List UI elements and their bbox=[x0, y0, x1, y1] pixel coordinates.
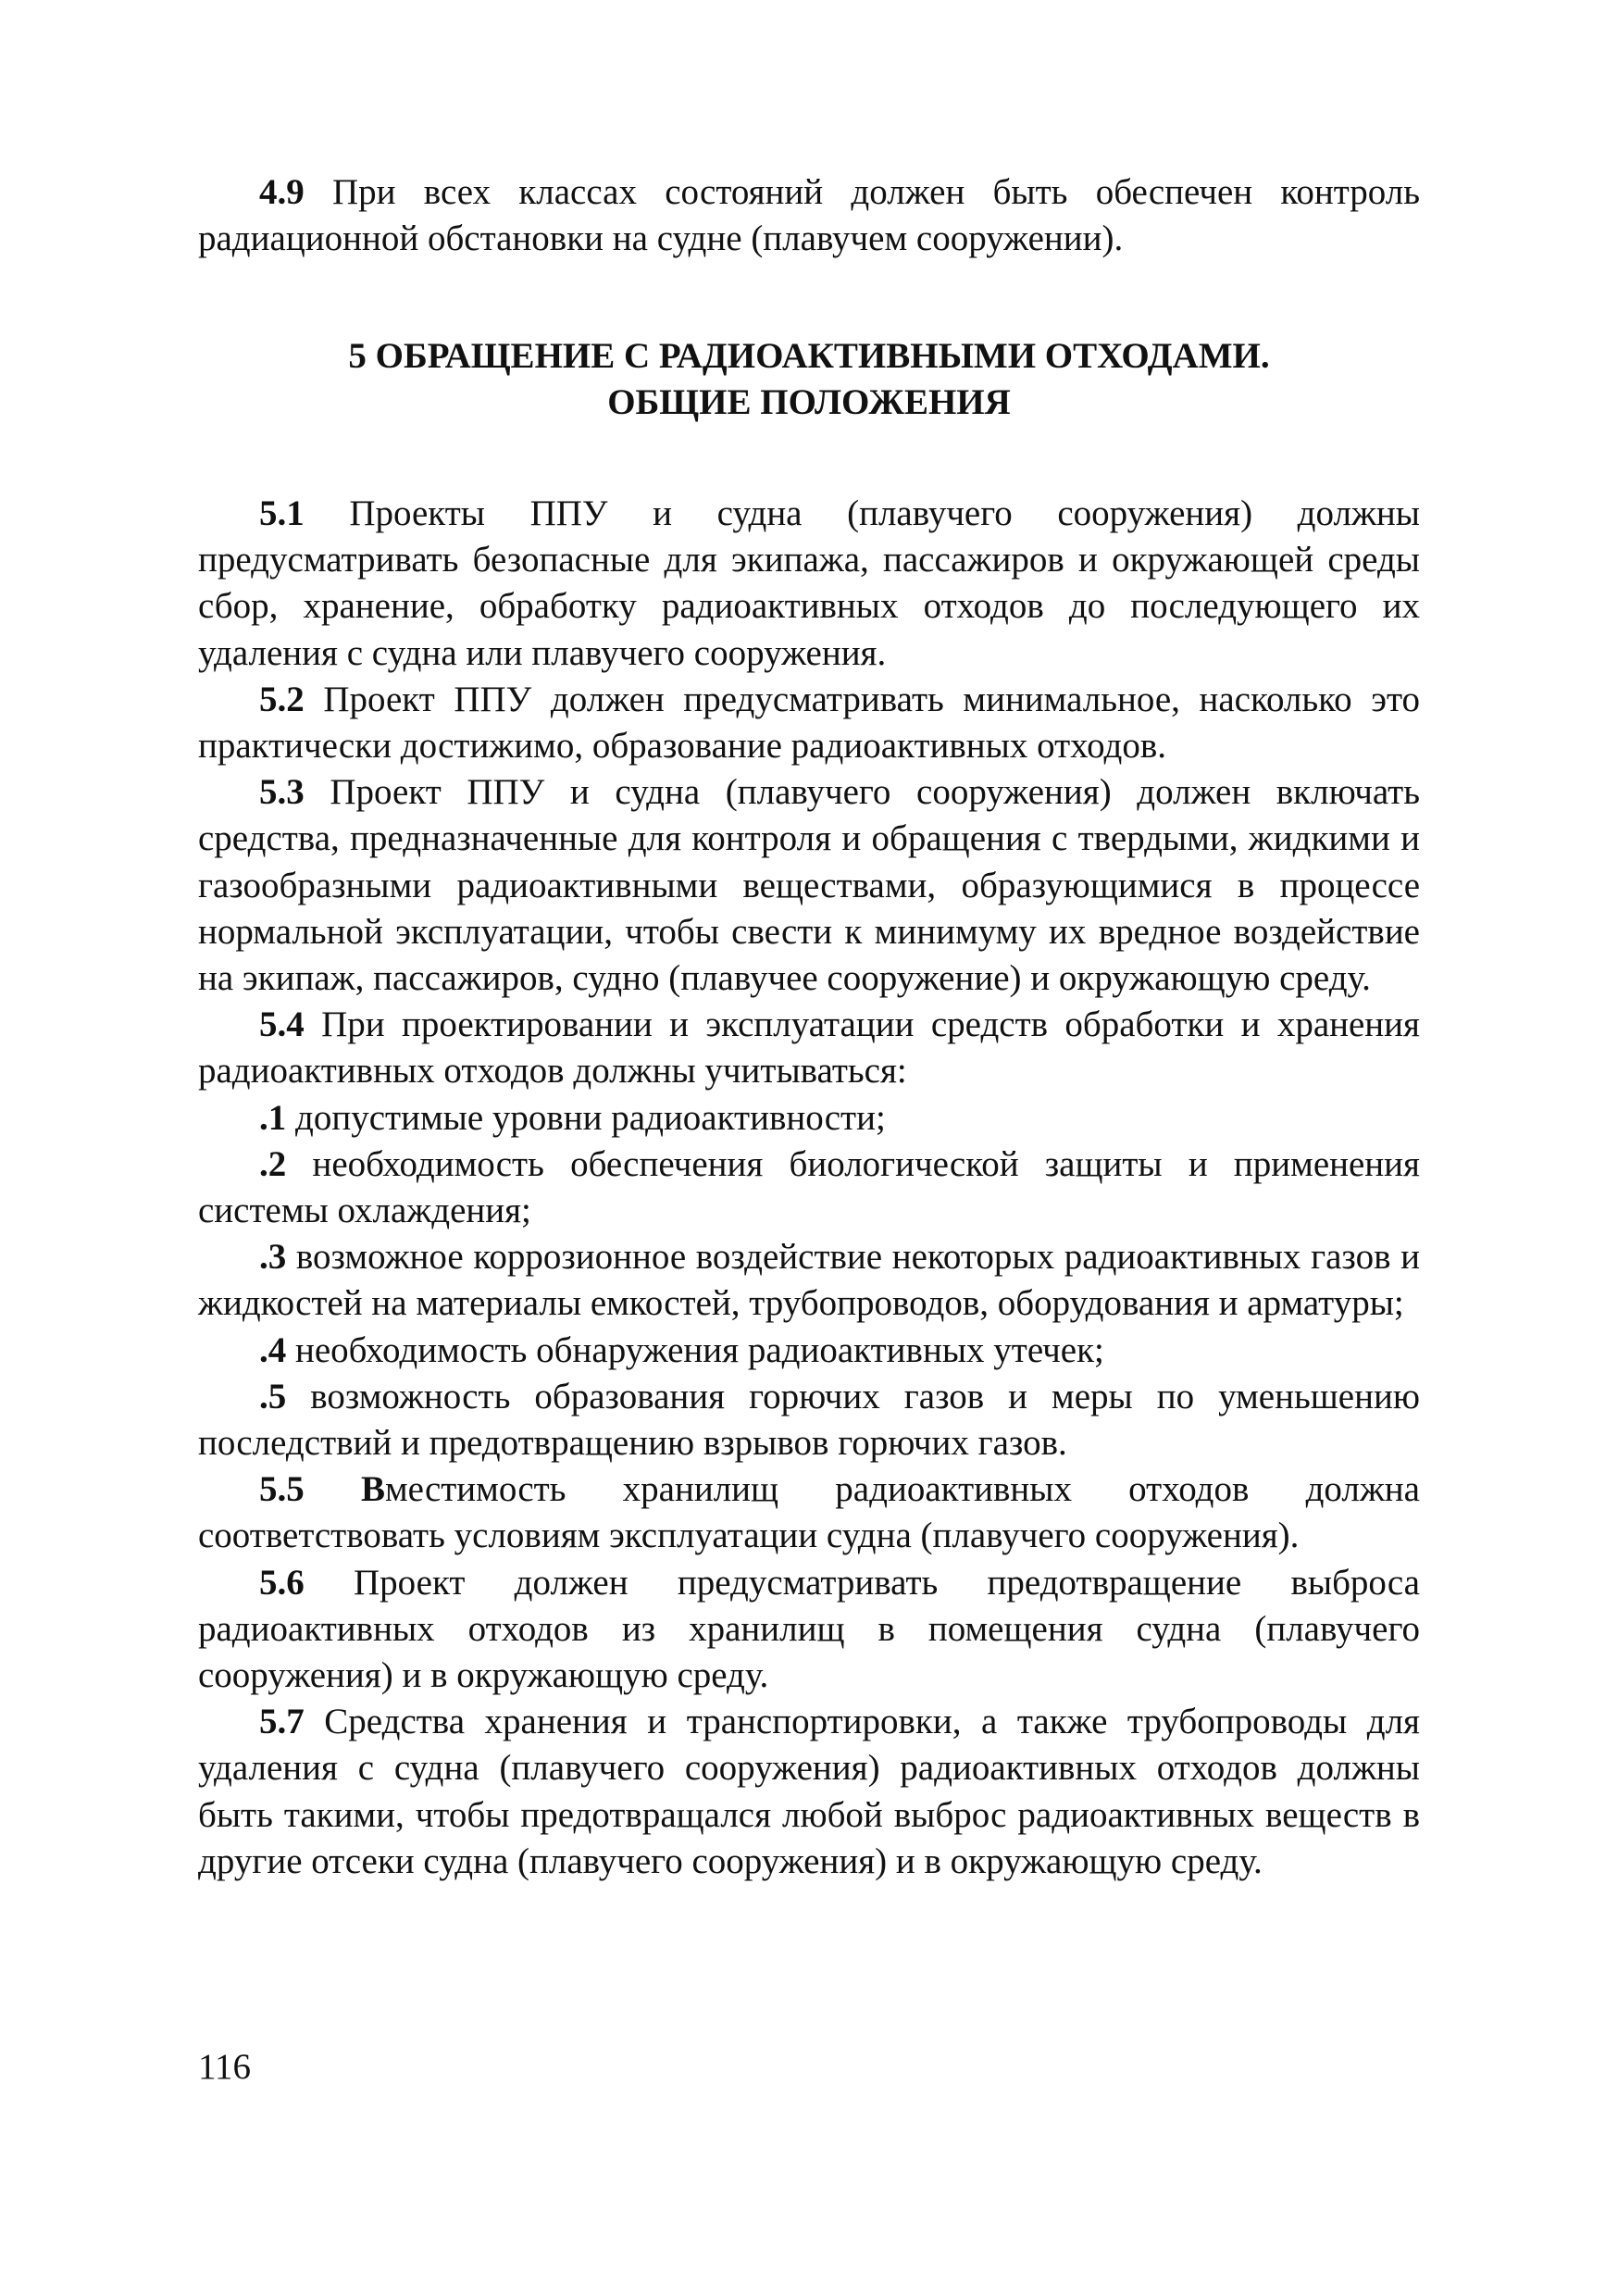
list-item-4 bbox=[198, 1328, 1420, 1374]
list-item-number: .1 bbox=[259, 1097, 287, 1138]
paragraph-number: 4.9 bbox=[259, 172, 305, 212]
section-5-body bbox=[198, 491, 1420, 1885]
section-heading-line-2: ОБЩИЕ ПОЛОЖЕНИЯ bbox=[607, 382, 1011, 422]
list-item-text: допустимые уровни радиоактивности; bbox=[286, 1097, 886, 1138]
page-number: 116 bbox=[198, 2047, 252, 2087]
paragraph-number: 5.2 bbox=[259, 679, 305, 719]
paragraph-5-1 bbox=[198, 491, 1420, 677]
paragraph-text: Проект ППУ должен предусматривать минимальное, насколько это практически достижимо, образование радиоактивных отходов. bbox=[198, 679, 1420, 767]
list-item-text: возможное коррозионное воздействие некоторых радиоактивных газов и жидкостей на материалы емкостей, трубопроводов, оборудования и арматуры; bbox=[198, 1237, 1420, 1324]
paragraph-text: При всех классах состояний должен быть обеспечен контроль радиационной обстановки на судне (плавучем сооружении). bbox=[198, 172, 1420, 259]
paragraph-5-2 bbox=[198, 677, 1420, 769]
paragraph-5-3 bbox=[198, 769, 1420, 1002]
paragraph-5-7 bbox=[198, 1699, 1420, 1885]
section-heading-line-1: 5 ОБРАЩЕНИЕ С РАДИОАКТИВНЫМИ ОТХОДАМИ. bbox=[348, 336, 1270, 376]
list-item-text: возможность образования горючих газов и меры по уменьшению последствий и предотвращению взрывов горючих газов. bbox=[198, 1376, 1420, 1464]
section-4-continuation bbox=[198, 169, 1420, 262]
paragraph-text: Проекты ППУ и судна (плавучего сооружения) должны предусматривать безопасные для экипажа, пассажиров и окружающей среды сбор, хранение, обработку радиоактивных отходов до последующего их удаления с судна или плавучего сооружения. bbox=[198, 493, 1420, 673]
paragraph-5-4 bbox=[198, 1002, 1420, 1094]
list-item-number: .5 bbox=[259, 1376, 287, 1416]
list-item-5 bbox=[198, 1374, 1420, 1466]
list-item-number: .3 bbox=[259, 1237, 287, 1278]
paragraph-text: местимость хранилищ радиоактивных отходов должна соответствовать условиям эксплуатации судна (плавучего сооружения). bbox=[198, 1469, 1420, 1556]
paragraph-5-6 bbox=[198, 1560, 1420, 1700]
section-heading bbox=[198, 333, 1420, 426]
paragraph-text: Проект должен предусматривать предотвращение выброса радиоактивных отходов из хранилищ в помещения судна (плавучего сооружения) и в окружающую среду. bbox=[198, 1562, 1420, 1696]
paragraph-number: 5.1 bbox=[259, 493, 305, 533]
paragraph-number: 5.4 bbox=[259, 1004, 305, 1045]
paragraph-text: Проект ППУ и судна (плавучего сооружения) должен включать средства, предназначенные для контроля и обращения с твердыми, жидкими и газообразными радиоактивными веществами, образующимися в процессе нормальной эксплуатации, чтобы свести к минимуму их вредное воздействие на экипаж, пассажиров, судно (плавучее сооружение) и окружающую среду. bbox=[198, 772, 1420, 999]
list-item-1 bbox=[198, 1095, 1420, 1142]
paragraph-number: 5.6 bbox=[259, 1562, 305, 1603]
paragraph-number: 5.5 В bbox=[259, 1469, 385, 1510]
list-item-number: .2 bbox=[259, 1143, 287, 1184]
paragraph-5-5 bbox=[198, 1466, 1420, 1559]
paragraph-number: 5.7 bbox=[259, 1702, 305, 1742]
list-item-2 bbox=[198, 1142, 1420, 1234]
paragraph-4-9 bbox=[198, 169, 1420, 262]
paragraph-text: Средства хранения и транспортировки, а также трубопроводы для удаления с судна (плавучего сооружения) радиоактивных отходов должны быть такими, чтобы предотвращался любой выброс радиоактивных веществ в другие отсеки судна (плавучего сооружения) и в окружающую среду. bbox=[198, 1702, 1420, 1881]
paragraph-number: 5.3 bbox=[259, 772, 305, 813]
list-item-number: .4 bbox=[259, 1329, 287, 1370]
list-item-text: необходимость обнаружения радиоактивных утечек; bbox=[286, 1329, 1104, 1370]
list-item-3 bbox=[198, 1234, 1420, 1327]
paragraph-text: При проектировании и эксплуатации средств обработки и хранения радиоактивных отходов должны учитываться: bbox=[198, 1004, 1420, 1092]
list-item-text: необходимость обеспечения биологической защиты и применения системы охлаждения; bbox=[198, 1143, 1420, 1231]
